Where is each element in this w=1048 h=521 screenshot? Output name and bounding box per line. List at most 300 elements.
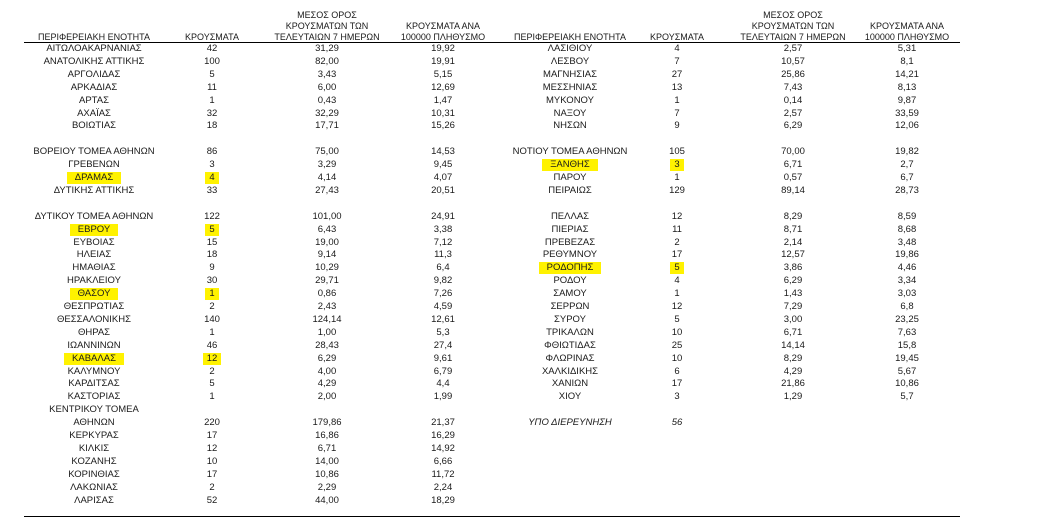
right-per100k-value-text: 3,48 — [897, 236, 917, 248]
right-header-cases — [641, 32, 713, 42]
right-avg7-value — [730, 69, 856, 81]
left-cases-value — [176, 443, 248, 455]
right-cases-value-text: 3 — [670, 159, 683, 171]
left-cases-value-text: 1 — [209, 94, 215, 106]
right-region-name-text: ΞΑΝΘΗΣ — [542, 159, 598, 171]
right-region-name — [500, 108, 640, 120]
left-table-row — [0, 430, 1048, 442]
left-table-row — [0, 469, 1048, 481]
left-avg7-value — [264, 495, 390, 507]
right-per100k-value-text: 14,21 — [895, 68, 919, 80]
right-cases-value-text: 10 — [671, 352, 683, 364]
right-cases-value-text: 17 — [671, 378, 683, 390]
right-region-name-text: ΧΑΝΙΩΝ — [551, 378, 589, 390]
left-cases-value-text: 15 — [206, 236, 218, 248]
right-per100k-value — [852, 172, 962, 184]
left-cases-value-text: 52 — [206, 494, 218, 506]
right-header-per100k — [852, 21, 962, 42]
right-table-row — [0, 146, 1048, 158]
header-line: ΚΡΟΥΣΜΑΤΩΝ ΤΩΝ — [285, 21, 369, 31]
left-cases-value-text: 2 — [209, 365, 215, 377]
left-region-name-text: ΗΡΑΚΛΕΙΟΥ — [67, 275, 121, 287]
left-per100k-value-text: 21,37 — [431, 417, 455, 429]
left-region-name-text: ΔΥΤΙΚΗΣ ΑΤΤΙΚΗΣ — [53, 184, 135, 196]
right-avg7-value — [730, 224, 856, 236]
right-region-name — [500, 340, 640, 352]
right-avg7-value — [730, 366, 856, 378]
left-cases-value — [176, 495, 248, 507]
right-avg7-value — [730, 211, 856, 223]
left-per100k-value-text: 6,79 — [433, 365, 453, 377]
left-region-name — [24, 404, 164, 416]
right-header-cases-label: ΚΡΟΥΣΜΑΤΑ — [650, 32, 704, 42]
right-table-row — [0, 249, 1048, 261]
right-per100k-value — [852, 56, 962, 68]
right-cases-value-text: 13 — [671, 81, 683, 93]
right-per100k-value-text: 4,46 — [897, 262, 917, 274]
left-table-row — [0, 495, 1048, 507]
right-table-row — [0, 43, 1048, 55]
left-region-name — [24, 482, 164, 494]
right-region-name — [500, 159, 640, 171]
right-table-row — [0, 95, 1048, 107]
right-per100k-value-text: 15,8 — [897, 339, 917, 351]
right-cases-value — [641, 366, 713, 378]
left-per100k-value-text: 9,82 — [433, 275, 453, 287]
right-table-row — [0, 288, 1048, 300]
left-header-avg — [264, 10, 390, 42]
left-per100k-value-text: 7,12 — [433, 236, 453, 248]
right-per100k-value — [852, 185, 962, 197]
right-region-name — [500, 172, 640, 184]
left-avg7-value-text: 28,43 — [315, 339, 339, 351]
right-cases-value-text: 6 — [674, 365, 680, 377]
left-region-name-text: ΓΡΕΒΕΝΩΝ — [68, 159, 120, 171]
left-cases-value-text: 17 — [206, 430, 218, 441]
left-per100k-value-text: 24,91 — [431, 210, 455, 222]
header-line: 100000 ΠΛΗΘΥΣΜΟ — [400, 32, 486, 42]
right-region-name-text: ΡΟΔΟΥ — [553, 275, 587, 287]
right-cases-value-text: 17 — [671, 249, 683, 261]
left-cases-value — [176, 430, 248, 442]
left-avg7-value-text: 17,71 — [315, 120, 339, 132]
left-per100k-value-text: 14,92 — [431, 442, 455, 454]
right-region-name — [500, 327, 640, 339]
right-per100k-value — [852, 159, 962, 171]
right-cases-value-text: 10 — [671, 326, 683, 338]
right-avg7-value — [730, 288, 856, 300]
right-per100k-value-text: 28,73 — [895, 184, 919, 196]
right-cases-value-text: 9 — [674, 120, 680, 132]
right-avg7-value-text: 14,14 — [781, 339, 805, 351]
left-avg7-value-text: 6,43 — [317, 223, 337, 235]
left-region-name-text: ΑΡΚΑΔΙΑΣ — [70, 81, 118, 93]
right-table-row — [0, 262, 1048, 274]
left-cases-value-text: 18 — [206, 249, 218, 261]
left-avg7-value — [264, 482, 390, 494]
right-table-row — [0, 108, 1048, 120]
left-region-name — [24, 495, 164, 507]
right-region-name-text: ΠΕΛΛΑΣ — [550, 210, 590, 222]
left-cases-value-text: 5 — [205, 224, 218, 236]
right-region-name-text: ΣΥΡΟΥ — [554, 313, 586, 325]
left-cases-value-text: 12 — [206, 442, 218, 454]
right-avg7-value — [730, 108, 856, 120]
right-per100k-value-text: 3,03 — [897, 288, 917, 300]
left-avg7-value-text: 2,43 — [317, 301, 337, 312]
right-region-name — [500, 314, 640, 326]
right-cases-value — [641, 301, 713, 313]
left-per100k-value-text: 7,26 — [433, 288, 453, 300]
right-table-row — [0, 366, 1048, 378]
right-cases-value — [641, 172, 713, 184]
right-region-name-text: ΛΕΣΒΟΥ — [550, 55, 590, 67]
right-cases-value — [641, 211, 713, 223]
left-cases-value-text: 1 — [209, 326, 215, 338]
left-avg7-value-text: 9,14 — [317, 249, 337, 261]
left-avg7-value-text: 4,00 — [317, 365, 337, 377]
right-avg7-value-text: 0,14 — [783, 94, 803, 106]
left-region-name-text: ΚΑΛΥΜΝΟΥ — [67, 365, 121, 377]
right-cases-value — [641, 314, 713, 326]
right-avg7-value — [730, 262, 856, 274]
right-cases-value — [641, 159, 713, 171]
right-per100k-value — [852, 378, 962, 390]
right-avg7-value-text: 89,14 — [781, 184, 805, 196]
left-region-name-text: ΕΥΒΟΙΑΣ — [73, 236, 115, 248]
left-region-name-text: ΚΑΡΔΙΤΣΑΣ — [68, 378, 120, 390]
left-avg7-value-text: 6,29 — [317, 352, 337, 364]
right-avg7-value-text: 12,57 — [781, 249, 805, 261]
left-per100k-value-text: 19,92 — [431, 43, 455, 54]
left-avg7-value-text: 1,00 — [317, 326, 337, 338]
header-line: ΚΡΟΥΣΜΑΤΑ ΑΝΑ — [870, 21, 944, 31]
left-avg7-value-text: 10,86 — [315, 468, 339, 480]
left-avg7-value-text: 2,29 — [317, 481, 337, 493]
right-cases-value-text: 12 — [671, 301, 683, 312]
right-table-row — [0, 82, 1048, 94]
left-cases-value-text: 1 — [205, 288, 218, 300]
left-avg7-value-text: 14,00 — [315, 455, 339, 467]
right-cases-value-text: 129 — [669, 184, 685, 196]
right-table-row — [0, 340, 1048, 352]
right-avg7-value — [730, 327, 856, 339]
left-header-cases — [176, 32, 248, 42]
right-avg7-value — [730, 340, 856, 352]
left-cases-value-text: 32 — [206, 107, 218, 119]
right-table-row — [0, 172, 1048, 184]
left-avg7-value-text: 0,43 — [317, 94, 337, 106]
right-cases-value-text: 5 — [674, 313, 680, 325]
right-per100k-value — [852, 120, 962, 132]
right-per100k-value — [852, 211, 962, 223]
right-avg7-value-text: 10,57 — [781, 55, 805, 67]
right-per100k-value — [852, 146, 962, 158]
left-avg7-value — [264, 469, 390, 481]
left-cases-value-text: 30 — [206, 275, 218, 287]
left-per100k-value-text: 15,26 — [431, 120, 455, 132]
right-table-row — [0, 378, 1048, 390]
right-cases-value — [641, 275, 713, 287]
left-per100k-value-text: 9,61 — [433, 352, 453, 364]
right-cases-value-text: 11 — [672, 223, 682, 235]
right-cases-value — [641, 56, 713, 68]
right-avg7-value — [730, 146, 856, 158]
left-header-cases-label: ΚΡΟΥΣΜΑΤΑ — [185, 32, 239, 42]
right-per100k-value — [852, 340, 962, 352]
right-avg7-value — [730, 56, 856, 68]
right-per100k-value-text: 10,86 — [895, 378, 919, 390]
right-avg7-value — [730, 159, 856, 171]
bottom-rule — [24, 516, 960, 517]
left-per100k-value-text: 14,53 — [431, 146, 455, 158]
right-avg7-value-text: 8,29 — [783, 210, 803, 222]
left-avg7-value-text: 4,14 — [317, 172, 337, 183]
right-cases-value — [641, 288, 713, 300]
right-avg7-value-text: 3,00 — [783, 313, 803, 325]
left-per100k-value-text: 1,99 — [433, 391, 453, 403]
right-cases-value — [641, 224, 713, 236]
left-region-name-text: ΚΑΣΤΟΡΙΑΣ — [67, 391, 121, 403]
right-region-name — [500, 275, 640, 287]
left-cases-value-text: 5 — [209, 378, 215, 390]
right-avg7-value — [730, 301, 856, 313]
right-region-name-text: ΧΑΛΚΙΔΙΚΗΣ — [541, 365, 599, 377]
right-cases-value-text: 27 — [671, 68, 683, 80]
left-avg7-value-text: 16,86 — [315, 430, 339, 441]
left-header-region-label: ΠΕΡΙΦΕΡΕΙΑΚΗ ΕΝΟΤΗΤΑ — [37, 32, 151, 42]
right-per100k-value-text: 8,1 — [900, 55, 914, 67]
right-per100k-value — [852, 417, 962, 429]
right-avg7-value-text: 0,57 — [783, 172, 803, 183]
left-per100k-value-text: 9,45 — [433, 159, 453, 171]
left-region-name-text: ΕΒΡΟΥ — [70, 224, 118, 236]
right-cases-value — [641, 108, 713, 120]
left-per100k-value-text: 12,69 — [431, 81, 455, 93]
right-per100k-value-text: 33,59 — [895, 107, 919, 119]
right-per100k-value-text: 6,8 — [900, 301, 914, 312]
left-avg7-value-text: 4,29 — [317, 378, 337, 390]
left-cases-value-text: 140 — [204, 313, 220, 325]
right-avg7-value — [730, 249, 856, 261]
right-header-avg — [730, 10, 856, 42]
right-region-name — [500, 417, 640, 429]
right-per100k-value — [852, 262, 962, 274]
right-region-name — [500, 211, 640, 223]
left-cases-value-text: 33 — [206, 184, 218, 196]
right-region-name-text: ΜΕΣΣΗΝΙΑΣ — [542, 81, 598, 93]
left-region-name-text: ΗΛΕΙΑΣ — [76, 249, 112, 261]
left-avg7-value-text: 27,43 — [315, 184, 339, 196]
left-cases-value-text: 122 — [204, 210, 220, 222]
right-region-name — [500, 366, 640, 378]
right-per100k-value-text: 8,68 — [897, 223, 917, 235]
header-line: ΚΡΟΥΣΜΑΤΑ ΑΝΑ — [406, 21, 480, 31]
right-cases-value — [641, 417, 713, 429]
right-per100k-value — [852, 108, 962, 120]
right-avg7-value — [730, 378, 856, 390]
left-region-name — [24, 443, 164, 455]
left-region-name-text: ΘΗΡΑΣ — [77, 326, 111, 338]
left-cases-value-text: 10 — [206, 455, 218, 467]
right-cases-value — [641, 43, 713, 55]
right-region-name — [500, 262, 640, 274]
left-region-name-text: ΘΕΣΠΡΩΤΙΑΣ — [63, 301, 125, 312]
left-region-name-text: ΑΡΓΟΛΙΔΑΣ — [67, 68, 121, 80]
left-region-name-text: ΘΕΣΣΑΛΟΝΙΚΗΣ — [57, 313, 131, 325]
right-avg7-value-text: 21,86 — [781, 378, 805, 390]
left-per100k-value — [388, 443, 498, 455]
right-cases-value — [641, 120, 713, 132]
right-avg7-value-text: 2,57 — [783, 107, 803, 119]
right-per100k-value — [852, 249, 962, 261]
left-region-name-text: ΑΡΤΑΣ — [79, 94, 109, 106]
right-cases-value — [641, 249, 713, 261]
right-region-name — [500, 378, 640, 390]
right-avg7-value-text: 8,29 — [783, 352, 803, 364]
left-region-name-text: ΛΑΡΙΣΑΣ — [74, 494, 114, 506]
left-avg7-value — [264, 443, 390, 455]
left-region-name-text: ΚΕΝΤΡΙΚΟΥ ΤΟΜΕΑ — [49, 404, 139, 416]
left-per100k-value-text: 1,47 — [433, 94, 453, 106]
left-per100k-value-text: 4,59 — [433, 301, 453, 312]
left-avg7-value-text: 10,29 — [315, 262, 339, 274]
left-avg7-value-text: 29,71 — [315, 275, 339, 287]
left-per100k-value-text: 4,07 — [433, 172, 453, 183]
header-line: ΚΡΟΥΣΜΑΤΩΝ ΤΩΝ — [751, 21, 835, 31]
left-cases-value-text: 220 — [204, 417, 220, 429]
left-avg7-value-text: 0,86 — [317, 288, 337, 300]
right-cases-value — [641, 262, 713, 274]
left-per100k-value — [388, 495, 498, 507]
left-cases-value-text: 1 — [209, 391, 215, 403]
right-avg7-value-text: 70,00 — [781, 146, 805, 158]
right-region-name — [500, 391, 640, 403]
left-avg7-value-text: 6,71 — [317, 442, 337, 454]
right-region-name — [500, 353, 640, 365]
right-avg7-value-text: 3,86 — [783, 262, 803, 274]
right-cases-value-text: 3 — [674, 391, 680, 403]
left-region-name-text: ΑΙΤΩΛΟΑΚΑΡΝΑΝΙΑΣ — [46, 43, 142, 54]
right-table-row — [0, 417, 1048, 429]
left-region-name-text: ΔΥΤΙΚΟΥ ΤΟΜΕΑ ΑΘΗΝΩΝ — [34, 210, 154, 222]
left-avg7-value-text: 2,00 — [317, 391, 337, 403]
right-avg7-value — [730, 314, 856, 326]
right-avg7-value-text: 2,14 — [783, 236, 803, 248]
right-per100k-value-text: 5,67 — [897, 365, 917, 377]
right-avg7-value-text: 6,71 — [783, 326, 803, 338]
right-table-row — [0, 353, 1048, 365]
left-region-name-text: ΒΟΙΩΤΙΑΣ — [71, 120, 117, 132]
left-per100k-value — [388, 482, 498, 494]
left-cases-value-text: 12 — [203, 353, 222, 365]
right-region-name-text: ΠΡΕΒΕΖΑΣ — [544, 236, 596, 248]
left-per100k-value — [388, 430, 498, 442]
right-cases-value-text: 7 — [674, 55, 680, 67]
right-region-name-text: ΠΕΙΡΑΙΩΣ — [548, 184, 592, 196]
right-avg7-value-text: 6,29 — [783, 275, 803, 287]
right-avg7-value-text: 7,29 — [783, 301, 803, 312]
right-per100k-value-text: 19,86 — [895, 249, 919, 261]
left-per100k-value-text: 16,29 — [431, 430, 455, 441]
left-cases-value-text: 2 — [209, 481, 215, 493]
right-avg7-value — [730, 275, 856, 287]
right-region-name — [500, 185, 640, 197]
right-region-name — [500, 56, 640, 68]
left-cases-value-text: 42 — [206, 43, 218, 54]
left-avg7-value — [264, 456, 390, 468]
right-header-region-label: ΠΕΡΙΦΕΡΕΙΑΚΗ ΕΝΟΤΗΤΑ — [513, 32, 627, 42]
left-table-row — [0, 456, 1048, 468]
right-per100k-value — [852, 95, 962, 107]
right-region-name — [500, 237, 640, 249]
right-region-name — [500, 288, 640, 300]
header-line: ΜΕΣΟΣ ΟΡΟΣ — [763, 10, 823, 20]
left-region-name-text: ΑΘΗΝΩΝ — [73, 417, 115, 429]
right-table-row — [0, 211, 1048, 223]
right-cases-value — [641, 146, 713, 158]
left-per100k-value-text: 19,91 — [431, 55, 455, 67]
left-header-per100k — [388, 21, 498, 42]
left-cases-value — [176, 469, 248, 481]
right-table-row — [0, 120, 1048, 132]
left-per100k-value-text: 11,72 — [431, 468, 455, 480]
right-cases-value-text: 4 — [674, 275, 680, 287]
right-region-name-text: ΝΟΤΙΟΥ ΤΟΜΕΑ ΑΘΗΝΩΝ — [512, 146, 628, 158]
right-per100k-value-text: 19,45 — [895, 352, 919, 364]
right-table-row — [0, 275, 1048, 287]
left-region-name-text: ΚΟΖΑΝΗΣ — [71, 455, 117, 467]
right-cases-value — [641, 340, 713, 352]
right-cases-value-text: 105 — [669, 146, 685, 158]
right-per100k-value — [852, 301, 962, 313]
left-region-name-text: ΚΕΡΚΥΡΑΣ — [69, 430, 119, 441]
left-per100k-value-text: 20,51 — [431, 184, 455, 196]
right-region-name — [500, 95, 640, 107]
left-region-name-text: ΔΡΑΜΑΣ — [67, 172, 121, 184]
right-cases-value-text: 4 — [674, 43, 680, 54]
right-avg7-value — [730, 120, 856, 132]
right-cases-value — [641, 237, 713, 249]
left-cases-value-text: 100 — [204, 55, 220, 67]
right-cases-value — [641, 69, 713, 81]
right-avg7-value-text: 6,71 — [783, 159, 803, 171]
right-region-name-text: ΧΙΟΥ — [558, 391, 582, 403]
left-region-name — [24, 430, 164, 442]
left-per100k-value — [388, 469, 498, 481]
left-cases-value-text: 2 — [209, 301, 215, 312]
left-per100k-value — [388, 456, 498, 468]
right-table-row — [0, 69, 1048, 81]
right-region-name — [500, 249, 640, 261]
right-cases-value — [641, 327, 713, 339]
right-per100k-value-text: 23,25 — [895, 313, 919, 325]
left-per100k-value-text: 5,3 — [436, 326, 450, 338]
right-per100k-value — [852, 43, 962, 55]
left-table-row — [0, 482, 1048, 494]
left-region-name-text: ΙΩΑΝΝΙΝΩΝ — [67, 339, 121, 351]
right-avg7-value — [730, 237, 856, 249]
left-cases-value-text: 11 — [207, 81, 217, 93]
left-per100k-value-text: 11,3 — [434, 249, 452, 261]
right-region-name-text: ΠΙΕΡΙΑΣ — [551, 223, 589, 235]
right-per100k-value-text: 3,34 — [897, 275, 917, 287]
right-per100k-value — [852, 327, 962, 339]
right-cases-value-text: 25 — [671, 339, 683, 351]
left-region-name-text: ΘΑΣΟΥ — [70, 288, 119, 300]
right-region-name-text: ΣΑΜΟΥ — [553, 288, 587, 300]
left-table-row — [0, 404, 1048, 416]
